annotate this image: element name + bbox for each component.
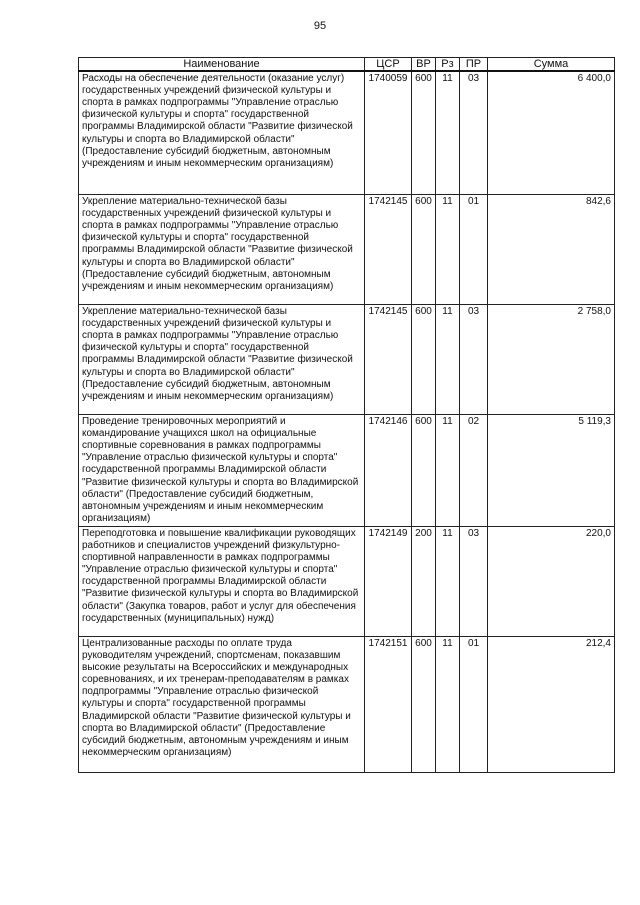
table-row	[79, 71, 615, 195]
row-pr: 03	[460, 305, 488, 415]
row-sum: 5 119,3	[488, 415, 615, 527]
row-sum: 2 758,0	[488, 305, 615, 415]
row-sum: 842,6	[488, 195, 615, 305]
table-row	[79, 195, 615, 305]
row-rz: 11	[436, 305, 460, 415]
row-csr: 1742151	[365, 636, 412, 772]
row-sum: 212,4	[488, 636, 615, 772]
row-vr: 600	[412, 636, 436, 772]
row-vr: 200	[412, 526, 436, 636]
table-header-row	[79, 58, 615, 72]
row-csr: 1740059	[365, 71, 412, 195]
row-name: Переподготовка и повышение квалификации руководящих работников и специалистов учреждений физкультурно-спортивной направленности в рамках подпрограммы "Управление отраслью физической культуры и спорта" государственной программы Владимирской области "Развитие физической культуры и спорта во Владимирской области" (Закупка товаров, работ и услуг для обеспечения государственных (муниципальных) нужд)	[79, 526, 365, 636]
page-number: 95	[313, 20, 327, 32]
header-vr: ВР	[412, 58, 436, 72]
header-sum: Сумма	[488, 58, 615, 72]
header-csr: ЦСР	[365, 58, 412, 72]
row-rz: 11	[436, 195, 460, 305]
header-pr: ПР	[460, 58, 488, 72]
row-name: Укрепление материально-технической базы государственных учреждений физической культуры и спорта в рамках подпрограммы "Управление отраслью физической культуры и спорта" государственной программы Владимирской области "Развитие физической культуры и спорта во Владимирской области" (Предоставление субсидий бюджетным, автономным учреждениям и иным некоммерческим организациям)	[79, 195, 365, 305]
row-pr: 02	[460, 415, 488, 527]
row-vr: 600	[412, 415, 436, 527]
row-rz: 11	[436, 636, 460, 772]
header-rz: Рз	[436, 58, 460, 72]
row-pr: 01	[460, 195, 488, 305]
row-sum: 220,0	[488, 526, 615, 636]
table-row	[79, 415, 615, 527]
row-rz: 11	[436, 71, 460, 195]
table-row	[79, 636, 615, 772]
row-name: Проведение тренировочных мероприятий и командирование учащихся школ на официальные спортивные соревнования в рамках подпрограммы "Управление отраслью физической культуры и спорта" государственной программы Владимирской области "Развитие физической культуры и спорта во Владимирской области" (Предоставление субсидий бюджетным, автономным учреждениям и иным некоммерческим организациям)	[79, 415, 365, 527]
table-row	[79, 526, 615, 636]
row-name: Централизованные расходы по оплате труда руководителям учреждений, спортсменам, показавшим высокие результаты на Всероссийских и международных соревнованиях, и их тренерам-преподавателям в рамках подпрограммы "Управление отраслью физической культуры и спорта" государственной программы Владимирской области "Развитие физической культуры и спорта во Владимирской области" (Предоставление субсидий бюджетным, автономным учреждениям и иным некоммерческим организациям)	[79, 636, 365, 772]
row-csr: 1742146	[365, 415, 412, 527]
row-pr: 01	[460, 636, 488, 772]
row-name: Расходы на обеспечение деятельности (оказание услуг) государственных учреждений физической культуры и спорта в рамках подпрограммы "Управление отраслью физической культуры и спорта" государственной программы Владимирской области "Развитие физической культуры и спорта во Владимирской области" (Предоставление субсидий бюджетным, автономным учреждениям и иным некоммерческим организациям)	[79, 71, 365, 195]
row-rz: 11	[436, 526, 460, 636]
row-rz: 11	[436, 415, 460, 527]
table-row	[79, 305, 615, 415]
row-vr: 600	[412, 305, 436, 415]
row-csr: 1742145	[365, 195, 412, 305]
row-csr: 1742149	[365, 526, 412, 636]
header-name: Наименование	[79, 58, 365, 72]
row-pr: 03	[460, 526, 488, 636]
row-vr: 600	[412, 71, 436, 195]
row-csr: 1742145	[365, 305, 412, 415]
row-vr: 600	[412, 195, 436, 305]
row-pr: 03	[460, 71, 488, 195]
row-sum: 6 400,0	[488, 71, 615, 195]
row-name: Укрепление материально-технической базы государственных учреждений физической культуры и спорта в рамках подпрограммы "Управление отраслью физической культуры и спорта" государственной программы Владимирской области "Развитие физической культуры и спорта во Владимирской области" (Предоставление субсидий бюджетным, автономным учреждениям и иным некоммерческим организациям)	[79, 305, 365, 415]
budget-table	[78, 57, 615, 773]
